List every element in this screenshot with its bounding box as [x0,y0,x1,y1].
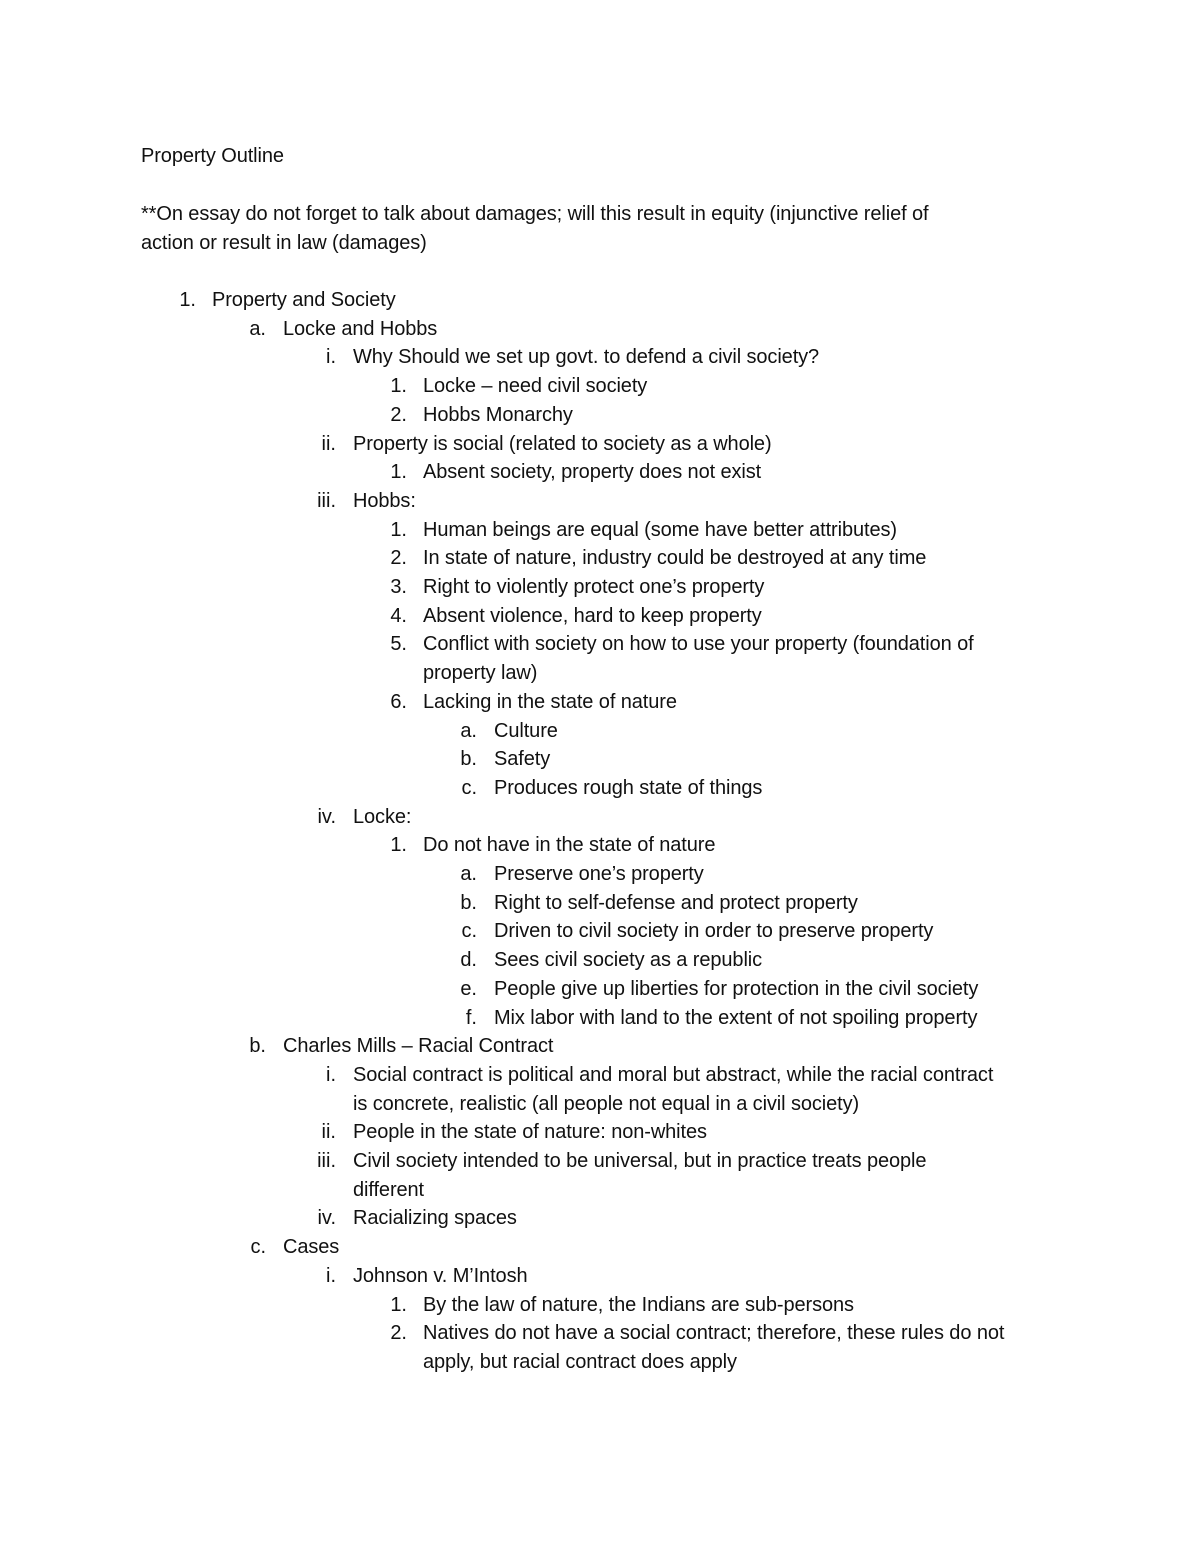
outline-marker: 1. [179,289,196,311]
outline-text: Social contract is political and moral but abstract, while the racial contract [353,1063,994,1086]
outline-text: Racializing spaces [353,1207,517,1230]
outline-text: Civil society intended to be universal, but in practice treats people [353,1150,927,1172]
outline-text: Mix labor with land to the extent of not spoiling property [494,1006,978,1029]
outline-marker: 5. [390,633,407,656]
outline-marker: b. [249,1035,266,1058]
outline-marker: 4. [390,604,407,627]
outline-marker: 1. [390,1293,407,1316]
outline-text: Locke: [353,805,412,828]
outline-text: Right to violently protect one’s property [423,576,765,598]
outline-text: different [353,1178,425,1201]
outline-marker: i. [326,1063,336,1086]
outline-text: Property and Society [212,289,396,311]
outline-marker: 2. [390,547,407,570]
outline-text: Right to self-defense and protect property [494,891,858,914]
outline-marker: c. [461,920,477,943]
outline-text: Hobbs: [353,489,416,512]
outline-text: Charles Mills – Racial Contract [283,1035,554,1058]
outline-text: is concrete, realistic (all people not equal in a civil society) [353,1092,860,1115]
outline-marker: 6. [390,690,407,713]
outline-marker: c. [250,1236,266,1259]
note-line: **On essay do not forget to talk about damages; will this result in equity (injunctive relief of [141,203,929,225]
outline-text: Absent society, property does not exist [423,461,762,484]
outline-text: Johnson v. M’Intosh [353,1264,528,1287]
outline-text: In state of nature, industry could be destroyed at any time [423,547,927,570]
outline-marker: c. [461,776,477,799]
outline-marker: b. [460,748,477,771]
outline-marker: d. [460,949,477,972]
outline-text: Hobbs Monarchy [423,403,573,426]
outline-text: Conflict with society on how to use your property (foundation of [423,633,974,656]
outline-text: Do not have in the state of nature [423,834,716,857]
note-line: action or result in law (damages) [141,232,427,254]
outline-marker: 1. [390,375,407,398]
outline-marker: a. [460,719,477,742]
outline-text: Culture [494,719,558,742]
outline-text: Why Should we set up govt. to defend a civil society? [353,346,820,369]
page-title: Property Outline [141,145,284,167]
outline-marker: a. [460,863,477,885]
outline-text: By the law of nature, the Indians are sub-persons [423,1293,854,1316]
outline-marker: 1. [390,518,407,541]
outline-text: apply, but racial contract does apply [423,1350,737,1373]
outline-text: People in the state of nature: non-whites [353,1121,707,1144]
outline-marker: 1. [390,834,407,857]
outline-text: People give up liberties for protection in the civil society [494,977,979,1000]
outline-text: Cases [283,1236,340,1259]
outline-marker: ii. [321,432,336,455]
outline-text: Preserve one’s property [494,863,704,885]
outline-marker: iii. [317,489,336,512]
outline-text: Produces rough state of things [494,776,763,799]
outline-marker: e. [460,977,477,1000]
outline-text: Driven to civil society in order to preserve property [494,920,934,943]
outline-text: Human beings are equal (some have better attributes) [423,518,897,541]
outline-marker: i. [326,346,336,369]
outline-marker: 1. [390,461,407,484]
outline-text: Safety [494,748,551,771]
outline-text: Lacking in the state of nature [423,690,677,713]
outline-marker: i. [326,1264,336,1287]
outline-marker: iv. [317,1207,336,1230]
outline-marker: ii. [321,1121,336,1144]
outline-marker: 3. [390,576,407,598]
outline-marker: 2. [390,1322,407,1345]
outline-text: property law) [423,662,538,685]
outline-text: Locke – need civil society [423,375,648,398]
outline-marker: 2. [390,403,407,426]
outline-text: Absent violence, hard to keep property [423,604,762,627]
outline-marker: iii. [317,1150,336,1172]
outline-marker: a. [249,317,266,340]
outline-text: Sees civil society as a republic [494,949,763,972]
outline-text: Locke and Hobbs [283,317,438,340]
outline-marker: f. [465,1006,477,1029]
outline-marker: b. [460,891,477,914]
outline-text: Natives do not have a social contract; therefore, these rules do not [423,1322,1005,1345]
outline-marker: iv. [317,805,336,828]
outline-text: Property is social (related to society as a whole) [353,432,772,455]
